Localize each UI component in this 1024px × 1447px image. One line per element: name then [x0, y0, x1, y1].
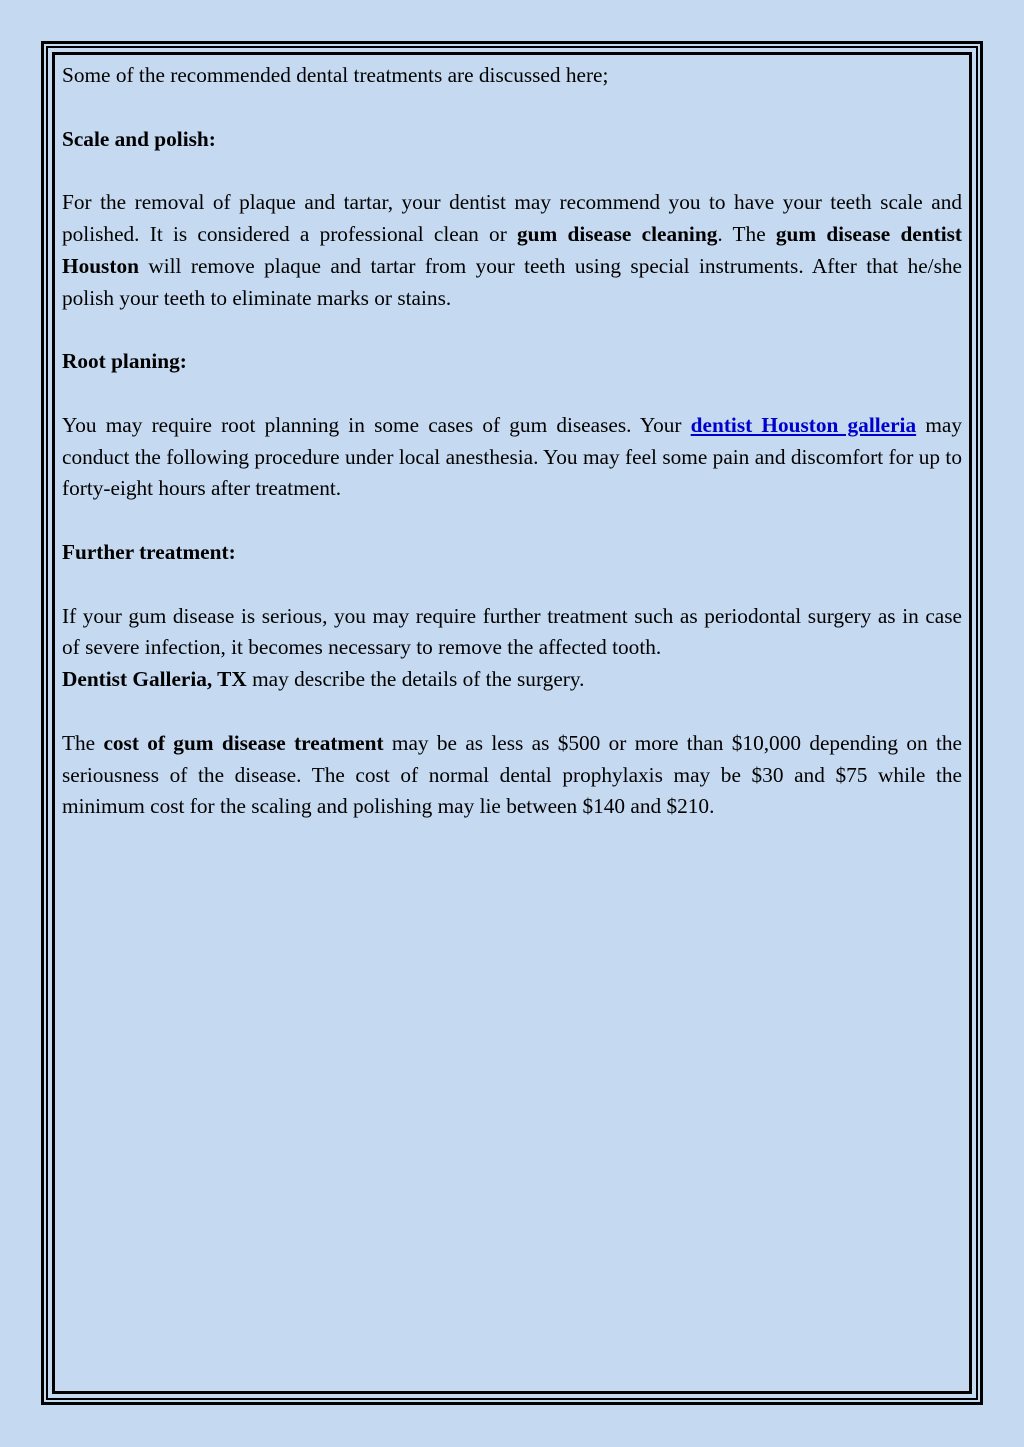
bold-term-gum-disease-dentist: gum disease dentist Houston [62, 221, 962, 278]
section-heading-root-planing: Root planing: [62, 349, 187, 374]
section-heading-further-treatment: Further treatment: [62, 539, 236, 564]
document-body [62, 60, 962, 855]
section-body-scale-polish: For the removal of plaque and tartar, your dentist may recommend you to have your teeth scale and polished. It is considered a professional clean or gum disease cleaning. The gum disease dentist Houston will remove plaque and tartar from your teeth using special instruments. After that he/she polish your teeth to eliminate marks or stains. [62, 190, 962, 310]
section-body-root-planing: You may require root planning in some cases of gum diseases. Your dentist Houston galleria may conduct the following procedure under local anesthesia. You may feel some pain and discomfort for up to forty-eight hours after treatment. [62, 412, 962, 501]
bold-term-gum-disease-cleaning: gum disease cleaning [517, 221, 718, 246]
intro-paragraph: Some of the recommended dental treatments are discussed here; [62, 63, 609, 87]
section-heading-scale-polish: Scale and polish: [62, 126, 216, 151]
section-followup-further-treatment: Dentist Galleria, TX may describe the details of the surgery. [62, 667, 585, 692]
section-body-further-treatment: If your gum disease is serious, you may require further treatment such as periodontal surgery as in case of severe infection, it becomes necessary to remove the affected tooth. [62, 603, 962, 660]
bold-term-cost-of-treatment: cost of gum disease treatment [103, 730, 384, 755]
cost-paragraph: The cost of gum disease treatment may be as less as $500 or more than $10,000 depending on the seriousness of the disease. The cost of normal dental prophylaxis may be $30 and $75 while the minimum cost for the scaling and polishing may lie between $140 and $210. [62, 730, 962, 819]
dentist-houston-galleria-link[interactable]: dentist Houston galleria [690, 412, 917, 437]
bold-term-dentist-galleria-tx: Dentist Galleria, TX [62, 667, 247, 692]
